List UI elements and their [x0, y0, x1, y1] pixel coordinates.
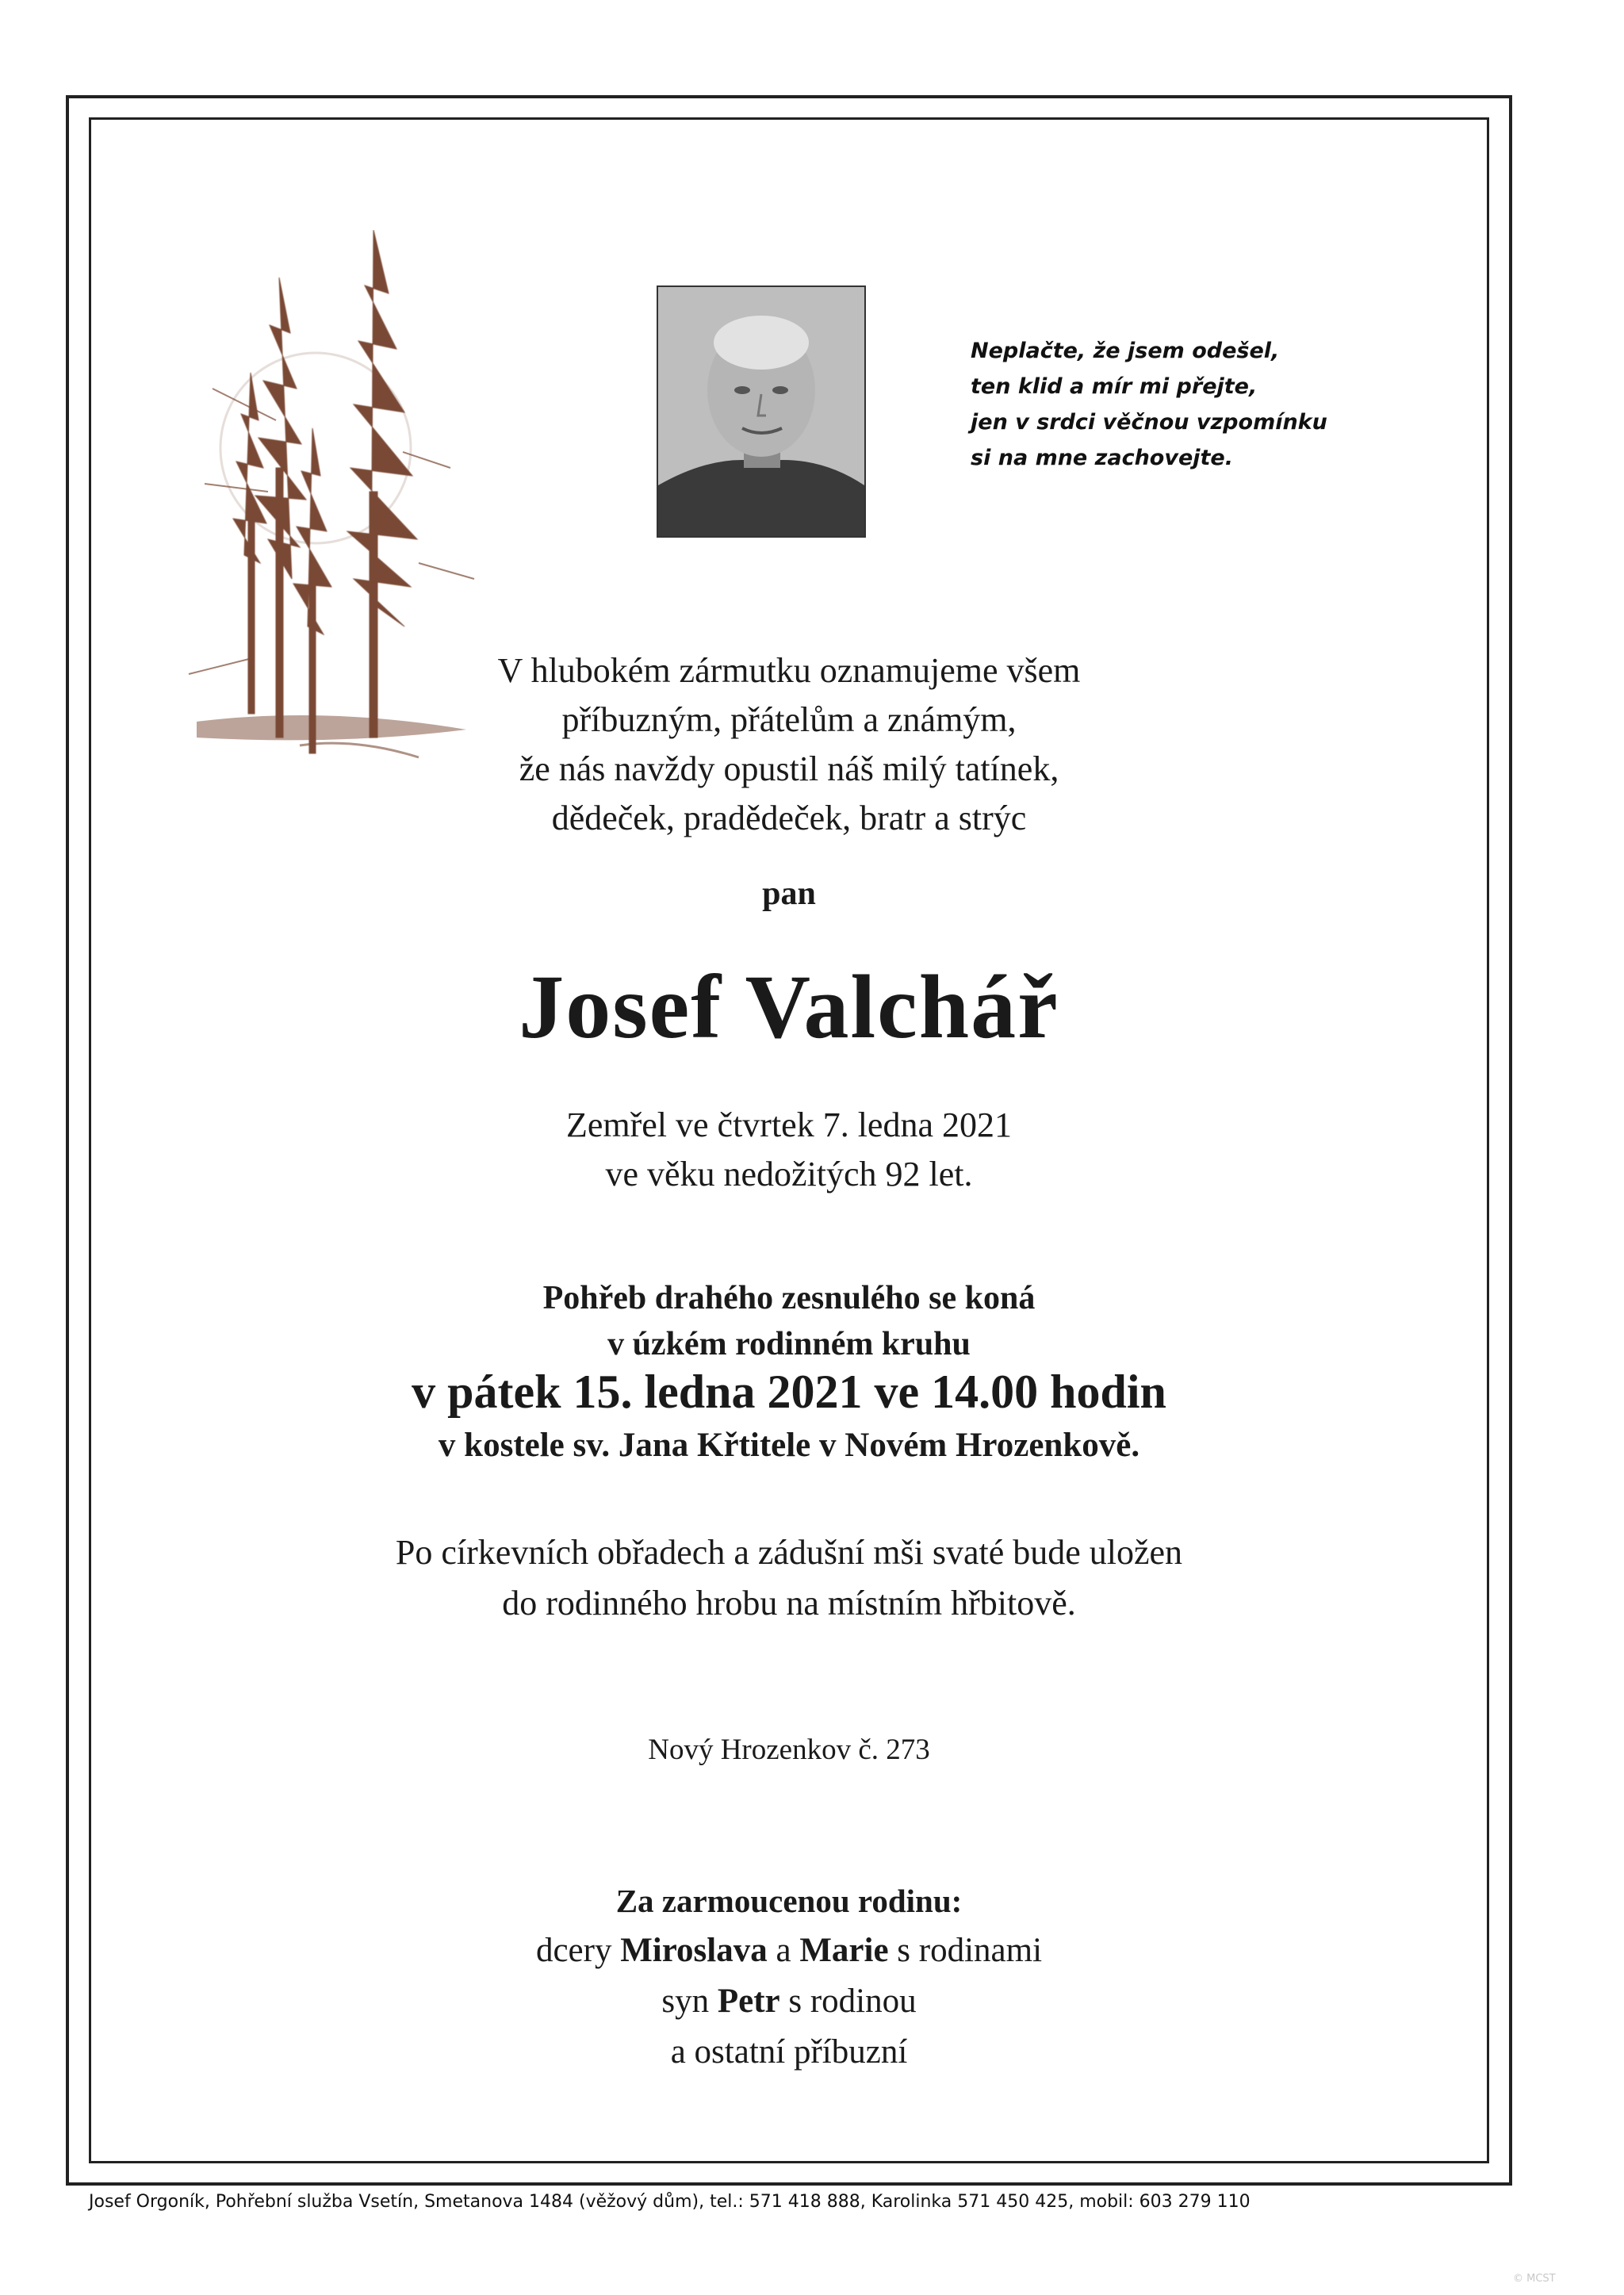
family-heading: Za zarmoucenou rodinu:	[615, 1883, 963, 1919]
family-address: Nový Hrozenkov č. 273	[648, 1734, 930, 1766]
funeral-intro-line: Pohřeb drahého zesnulého se koná	[542, 1280, 1036, 1316]
deceased-name: Josef Valchář	[519, 956, 1059, 1057]
funeral-place: v kostele sv. Jana Křtitele v Novém Hrozenkově.	[438, 1427, 1140, 1464]
portrait-photo	[657, 285, 866, 538]
motto-line: si na mne zachovejte.	[971, 446, 1233, 470]
family-line-relatives: a ostatní příbuzní	[670, 2033, 908, 2071]
announcement-line: dědeček, pradědeček, bratr a strýc	[551, 799, 1027, 837]
motto-line: jen v srdci věčnou vzpomínku	[971, 410, 1327, 435]
family-text: a	[767, 1932, 800, 1969]
family-text: syn	[661, 1983, 718, 2020]
funeral-date-time: v pátek 15. ledna 2021 ve 14.00 hodin	[412, 1366, 1166, 1418]
funeral-intro	[89, 1275, 1489, 1367]
announcement-line: příbuzným, přátelům a známým,	[561, 700, 1017, 739]
honorific: pan	[762, 875, 816, 912]
portrait-icon	[658, 287, 864, 536]
burial-info	[89, 1527, 1489, 1629]
family-text: s rodinami	[888, 1932, 1043, 1969]
burial-line: do rodinného hrobu na místním hřbitově.	[502, 1584, 1076, 1623]
burial-line: Po církevních obřadech a zádušní mši svaté bude uložen	[395, 1533, 1183, 1572]
family-text: dcery	[535, 1932, 621, 1969]
family-text: s rodinou	[779, 1983, 917, 2020]
funeral-intro-line: v úzkém rodinném kruhu	[607, 1326, 971, 1362]
death-info	[89, 1101, 1489, 1199]
family-list	[89, 1925, 1489, 2078]
funeral-service-footer: Josef Orgoník, Pohřební služba Vsetín, Smetanova 1484 (věžový dům), tel.: 571 418 888, Karolinka 571 450 425, mobil: 603 279 110	[89, 2192, 1251, 2212]
family-line-daughters	[89, 1925, 1489, 1976]
announcement-line: V hlubokém zármutku oznamujeme všem	[497, 651, 1081, 690]
motto-line: ten klid a mír mi přejte,	[971, 374, 1258, 399]
family-member-name: Petr	[717, 1983, 780, 2020]
death-line: ve věku nedožitých 92 let.	[605, 1155, 973, 1193]
motto-verse	[971, 333, 1383, 476]
announcement-line: že nás navždy opustil náš milý tatínek,	[519, 749, 1059, 788]
family-member-name: Miroslava	[620, 1932, 768, 1969]
announcement-text	[89, 646, 1489, 843]
corner-watermark: © MCST	[1513, 2273, 1556, 2285]
family-member-name: Marie	[799, 1932, 889, 1969]
motto-line: Neplačte, že jsem odešel,	[971, 339, 1280, 363]
death-line: Zemřel ve čtvrtek 7. ledna 2021	[565, 1105, 1012, 1144]
family-line-son	[89, 1976, 1489, 2027]
